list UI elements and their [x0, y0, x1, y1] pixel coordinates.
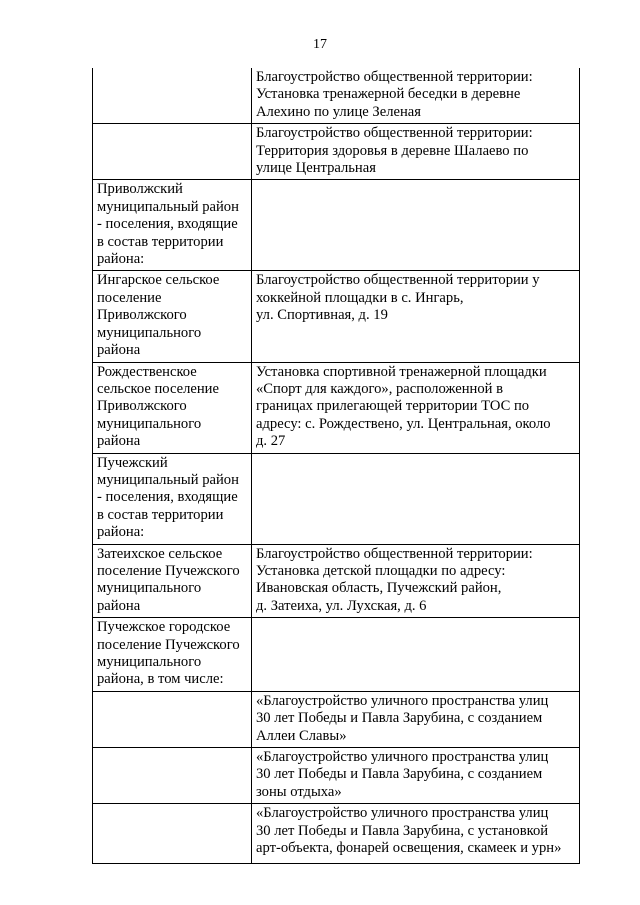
table-row: [93, 544, 580, 618]
table-row: [93, 691, 580, 747]
table-row: [93, 124, 580, 180]
municipality-cell: Пучежское городское поселение Пучежского муниципального района, в том числе:: [93, 618, 252, 692]
table-row: [93, 68, 580, 124]
table-row: [93, 748, 580, 804]
project-cell: [252, 618, 580, 692]
municipality-cell: Пучежский муниципальный район - поселения, входящие в состав территории района:: [93, 453, 252, 544]
table-row: [93, 453, 580, 544]
municipality-cell: Рождественское сельское поселение Приволжского муниципального района: [93, 362, 252, 453]
table-row: [93, 362, 580, 453]
project-cell: Установка спортивной тренажерной площадки «Спорт для каждого», расположенной в границах прилегающей территории ТОС по адресу: с. Рождествено, ул. Центральная, около д. 27: [252, 362, 580, 453]
municipality-cell: Ингарское сельское поселение Приволжского муниципального района: [93, 271, 252, 362]
municipality-cell: [93, 748, 252, 804]
table-row: [93, 271, 580, 362]
municipality-cell: [93, 68, 252, 124]
project-cell: [252, 180, 580, 271]
page-number: 17: [313, 37, 327, 52]
table-row: [93, 180, 580, 271]
project-cell: Благоустройство общественной территории у хоккейной площадки в с. Ингарь, ул. Спортивная, д. 19: [252, 271, 580, 362]
municipality-cell: [93, 691, 252, 747]
municipality-cell: Затеихское сельское поселение Пучежского муниципального района: [93, 544, 252, 618]
table-row: [93, 618, 580, 692]
project-cell: [252, 453, 580, 544]
municipality-cell: Приволжский муниципальный район - поселения, входящие в состав территории района:: [93, 180, 252, 271]
municipality-cell: [93, 804, 252, 864]
project-cell: «Благоустройство уличного пространства улиц 30 лет Победы и Павла Зарубина, с установкой арт-объекта, фонарей освещения, скамеек и урн»: [252, 804, 580, 864]
municipality-cell: [93, 124, 252, 180]
table-row: [93, 804, 580, 864]
project-cell: Благоустройство общественной территории: Установка тренажерной беседки в деревне Алехино по улице Зеленая: [252, 68, 580, 124]
project-cell: Благоустройство общественной территории: Установка детской площадки по адресу: Ивановская область, Пучежский район, д. Затеиха, ул. Лухская, д. 6: [252, 544, 580, 618]
project-cell: Благоустройство общественной территории: Территория здоровья в деревне Шалаево по улице Центральная: [252, 124, 580, 180]
project-cell: «Благоустройство уличного пространства улиц 30 лет Победы и Павла Зарубина, с созданием зоны отдыха»: [252, 748, 580, 804]
territories-table: [92, 68, 580, 864]
project-cell: «Благоустройство уличного пространства улиц 30 лет Победы и Павла Зарубина, с созданием Аллеи Славы»: [252, 691, 580, 747]
